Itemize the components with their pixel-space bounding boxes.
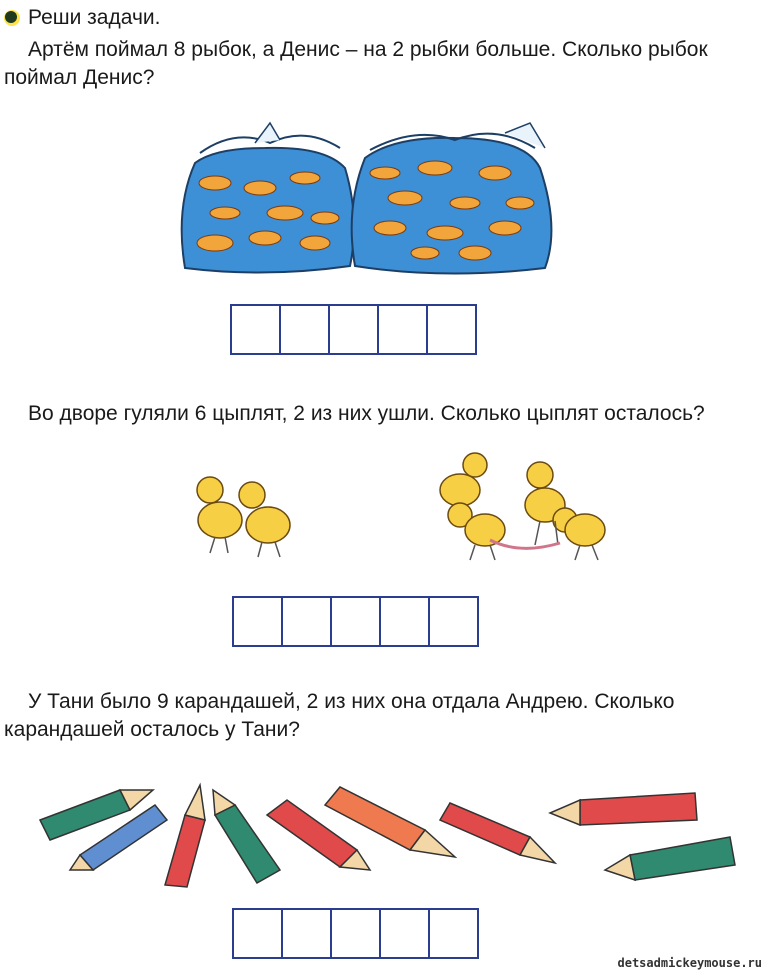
answer-cell[interactable] (328, 304, 379, 355)
task-1-line1: Артём поймал 8 рыбок, а Денис – на 2 рыбки больше. Сколько рыбок (28, 38, 708, 61)
task-3-answer-boxes[interactable] (232, 908, 479, 959)
answer-cell[interactable] (281, 596, 332, 647)
answer-cell[interactable] (379, 596, 430, 647)
task-3-line1: У Тани было 9 карандашей, 2 из них она отдала Андрею. Сколько (28, 690, 675, 713)
chicks-illustration (190, 445, 610, 570)
answer-cell[interactable] (426, 304, 477, 355)
answer-cell[interactable] (330, 908, 381, 959)
answer-cell[interactable] (230, 304, 281, 355)
page-title: Реши задачи. (28, 6, 161, 29)
answer-cell[interactable] (428, 908, 479, 959)
answer-cell[interactable] (330, 596, 381, 647)
fish-bags-illustration (175, 118, 560, 276)
answer-cell[interactable] (377, 304, 428, 355)
task-header (4, 6, 160, 30)
task-2-text (28, 400, 748, 428)
task-2-line1: Во дворе гуляли 6 цыплят, 2 из них ушли. Сколько цыплят осталось? (28, 402, 705, 425)
answer-cell[interactable] (279, 304, 330, 355)
task-2-answer-boxes[interactable] (232, 596, 479, 647)
task-3-text (4, 688, 748, 744)
answer-cell[interactable] (281, 908, 332, 959)
task-1-line2: поймал Денис? (4, 66, 155, 89)
task-1-text (4, 36, 748, 92)
site-watermark: detsadmickeymouse.ru (617, 956, 762, 970)
answer-cell[interactable] (379, 908, 430, 959)
answer-cell[interactable] (428, 596, 479, 647)
pencils-illustration (35, 775, 745, 890)
task-3-line2: карандашей осталось у Тани? (4, 718, 300, 741)
answer-cell[interactable] (232, 908, 283, 959)
task-1-answer-boxes[interactable] (230, 304, 477, 355)
answer-cell[interactable] (232, 596, 283, 647)
bullet-icon (4, 10, 20, 26)
